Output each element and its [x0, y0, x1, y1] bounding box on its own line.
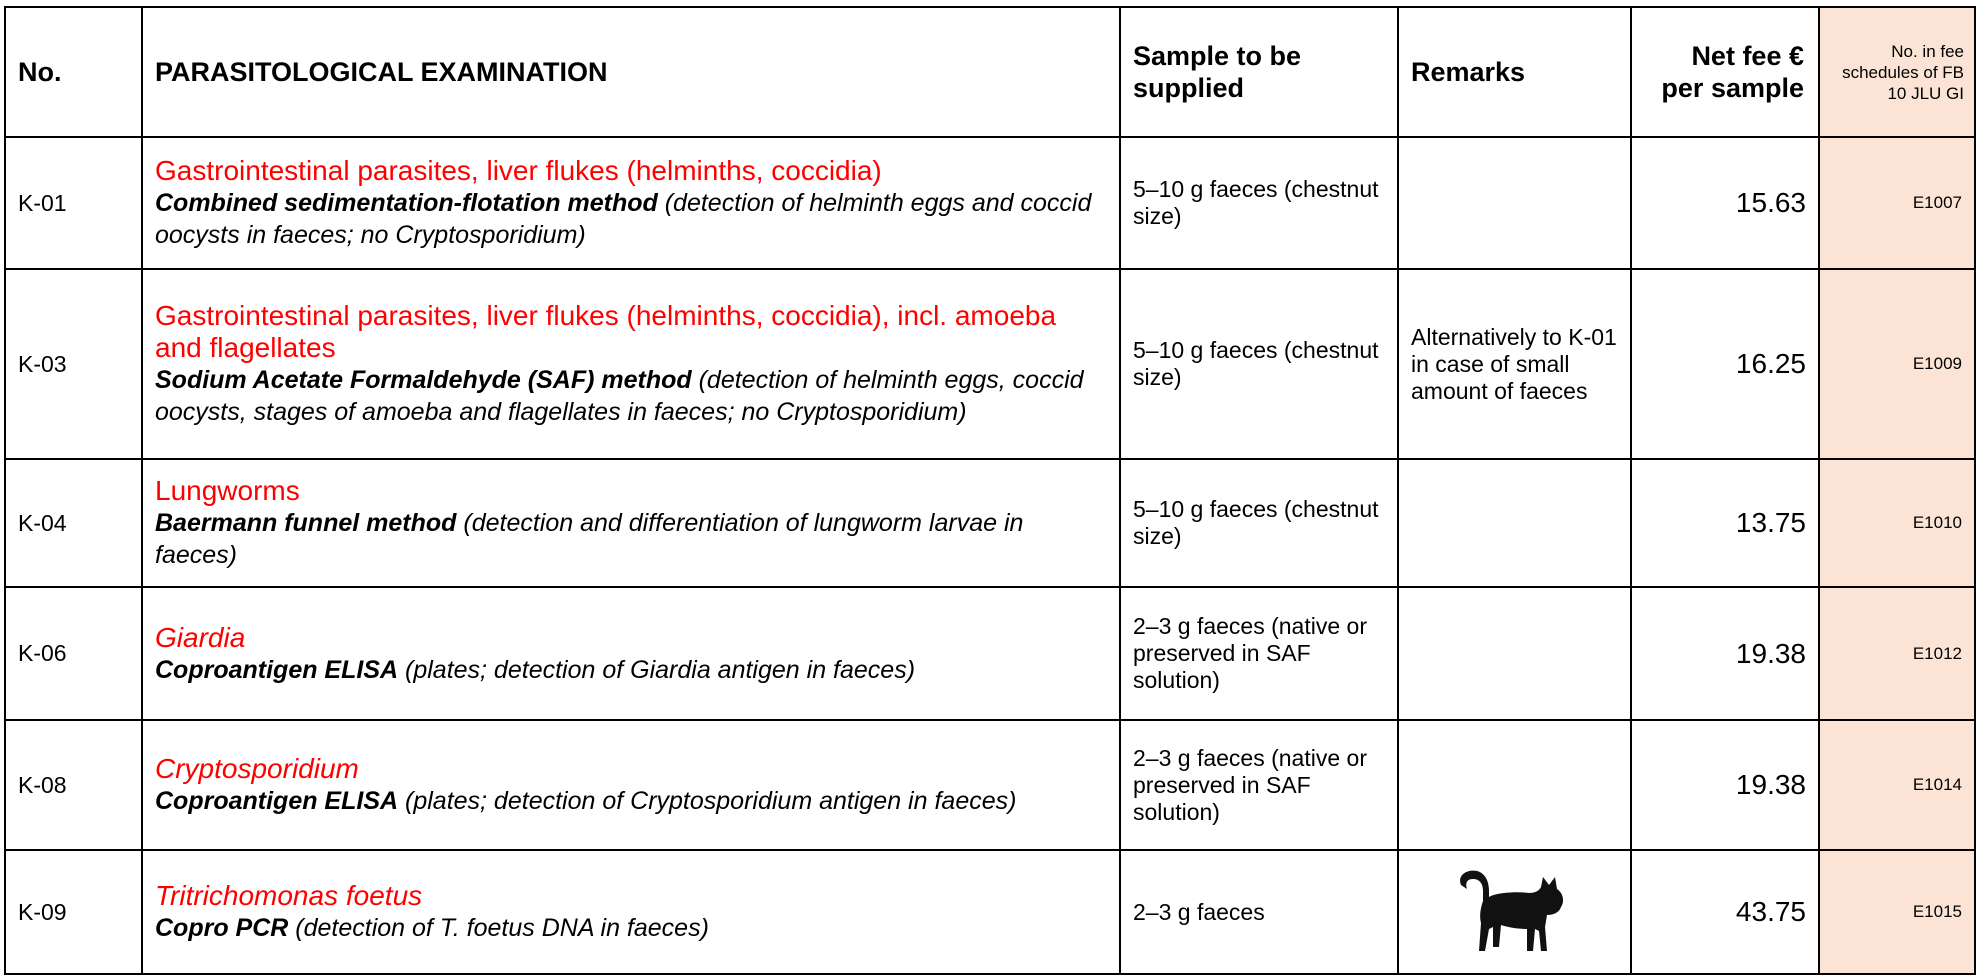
- method-line: [155, 654, 1107, 686]
- exam-title: Gastrointestinal parasites, liver flukes (helminths, coccidia), incl. amoeba and flagellates: [155, 300, 1057, 363]
- exam-cell: [142, 720, 1120, 850]
- row-number: K-09: [5, 850, 142, 974]
- header-fee: Net fee € per sample: [1631, 7, 1819, 137]
- row-number: K-06: [5, 587, 142, 720]
- method-name: Sodium Acetate Formaldehyde (SAF) method: [155, 366, 692, 394]
- method-name: Baermann funnel method: [155, 509, 457, 537]
- remarks-cell: [1398, 720, 1631, 850]
- row-number: K-04: [5, 459, 142, 587]
- fee-cell: 15.63: [1631, 137, 1819, 269]
- row-number: K-01: [5, 137, 142, 269]
- schedule-cell: E1009: [1819, 269, 1975, 459]
- header-remarks: Remarks: [1398, 7, 1631, 137]
- schedule-cell: E1010: [1819, 459, 1975, 587]
- remarks-cell: [1398, 587, 1631, 720]
- header-exam: PARASITOLOGICAL EXAMINATION: [142, 7, 1120, 137]
- sample-cell: 5–10 g faeces (chestnut size): [1120, 459, 1398, 587]
- schedule-cell: E1007: [1819, 137, 1975, 269]
- header-sample: Sample to be supplied: [1120, 7, 1398, 137]
- method-details: (detection and differentiation of lungworm larvae in faeces): [155, 509, 1024, 569]
- exam-title: Gastrointestinal parasites, liver flukes (helminths, coccidia): [155, 155, 882, 186]
- remarks-cell: [1398, 850, 1631, 974]
- header-schedule: No. in fee schedules of FB 10 JLU GI: [1819, 7, 1975, 137]
- table-row: [5, 269, 1975, 459]
- table-header-row: [5, 7, 1975, 137]
- method-line: [155, 912, 1107, 944]
- table-row: [5, 459, 1975, 587]
- exam-cell: [142, 459, 1120, 587]
- method-name: Copro PCR: [155, 914, 289, 942]
- remarks-cell: [1398, 459, 1631, 587]
- fee-cell: 19.38: [1631, 720, 1819, 850]
- method-details: (detection of helminth eggs and coccid oocysts in faeces; no Cryptosporidium): [155, 189, 1092, 249]
- fee-cell: 16.25: [1631, 269, 1819, 459]
- method-details: (plates; detection of Cryptosporidium antigen in faeces): [398, 787, 1017, 815]
- exam-title: Giardia: [155, 621, 246, 653]
- method-line: [155, 507, 1107, 571]
- method-line: [155, 785, 1107, 817]
- remarks-cell: [1398, 137, 1631, 269]
- fee-table: [4, 6, 1976, 975]
- method-name: Combined sedimentation-flotation method: [155, 189, 658, 217]
- method-details: (plates; detection of Giardia antigen in faeces): [398, 655, 916, 684]
- exam-cell: [142, 850, 1120, 974]
- fee-cell: 13.75: [1631, 459, 1819, 587]
- method-details: (detection of T. foetus DNA in faeces): [288, 914, 709, 942]
- method-name: Coproantigen ELISA: [155, 655, 399, 684]
- table-row: [5, 587, 1975, 720]
- schedule-cell: E1014: [1819, 720, 1975, 850]
- exam-title: Lungworms: [155, 475, 300, 506]
- method-line: [155, 364, 1107, 428]
- method-name: Coproantigen ELISA: [155, 787, 399, 815]
- header-no: No.: [5, 7, 142, 137]
- fee-cell: 19.38: [1631, 587, 1819, 720]
- method-details: (detection of helminth eggs, coccid oocysts, stages of amoeba and flagellates in faeces; no Cryptosporidium): [155, 366, 1084, 426]
- fee-cell: 43.75: [1631, 850, 1819, 974]
- remarks-cell: Alternatively to K-01 in case of small amount of faeces: [1398, 269, 1631, 459]
- table-row: [5, 720, 1975, 850]
- sample-cell: 5–10 g faeces (chestnut size): [1120, 137, 1398, 269]
- cat-icon: [1411, 867, 1618, 957]
- table-row: [5, 850, 1975, 974]
- exam-cell: [142, 137, 1120, 269]
- row-number: K-08: [5, 720, 142, 850]
- exam-title: Tritrichomonas foetus: [155, 880, 423, 911]
- sample-cell: 2–3 g faeces (native or preserved in SAF solution): [1120, 587, 1398, 720]
- schedule-cell: E1015: [1819, 850, 1975, 974]
- row-number: K-03: [5, 269, 142, 459]
- sample-cell: 5–10 g faeces (chestnut size): [1120, 269, 1398, 459]
- exam-cell: [142, 269, 1120, 459]
- schedule-cell: E1012: [1819, 587, 1975, 720]
- cat-silhouette: [1455, 867, 1575, 957]
- method-line: [155, 187, 1107, 251]
- sample-cell: 2–3 g faeces (native or preserved in SAF solution): [1120, 720, 1398, 850]
- sample-cell: 2–3 g faeces: [1120, 850, 1398, 974]
- exam-title: Cryptosporidium: [155, 753, 359, 784]
- exam-cell: [142, 587, 1120, 720]
- table-row: [5, 137, 1975, 269]
